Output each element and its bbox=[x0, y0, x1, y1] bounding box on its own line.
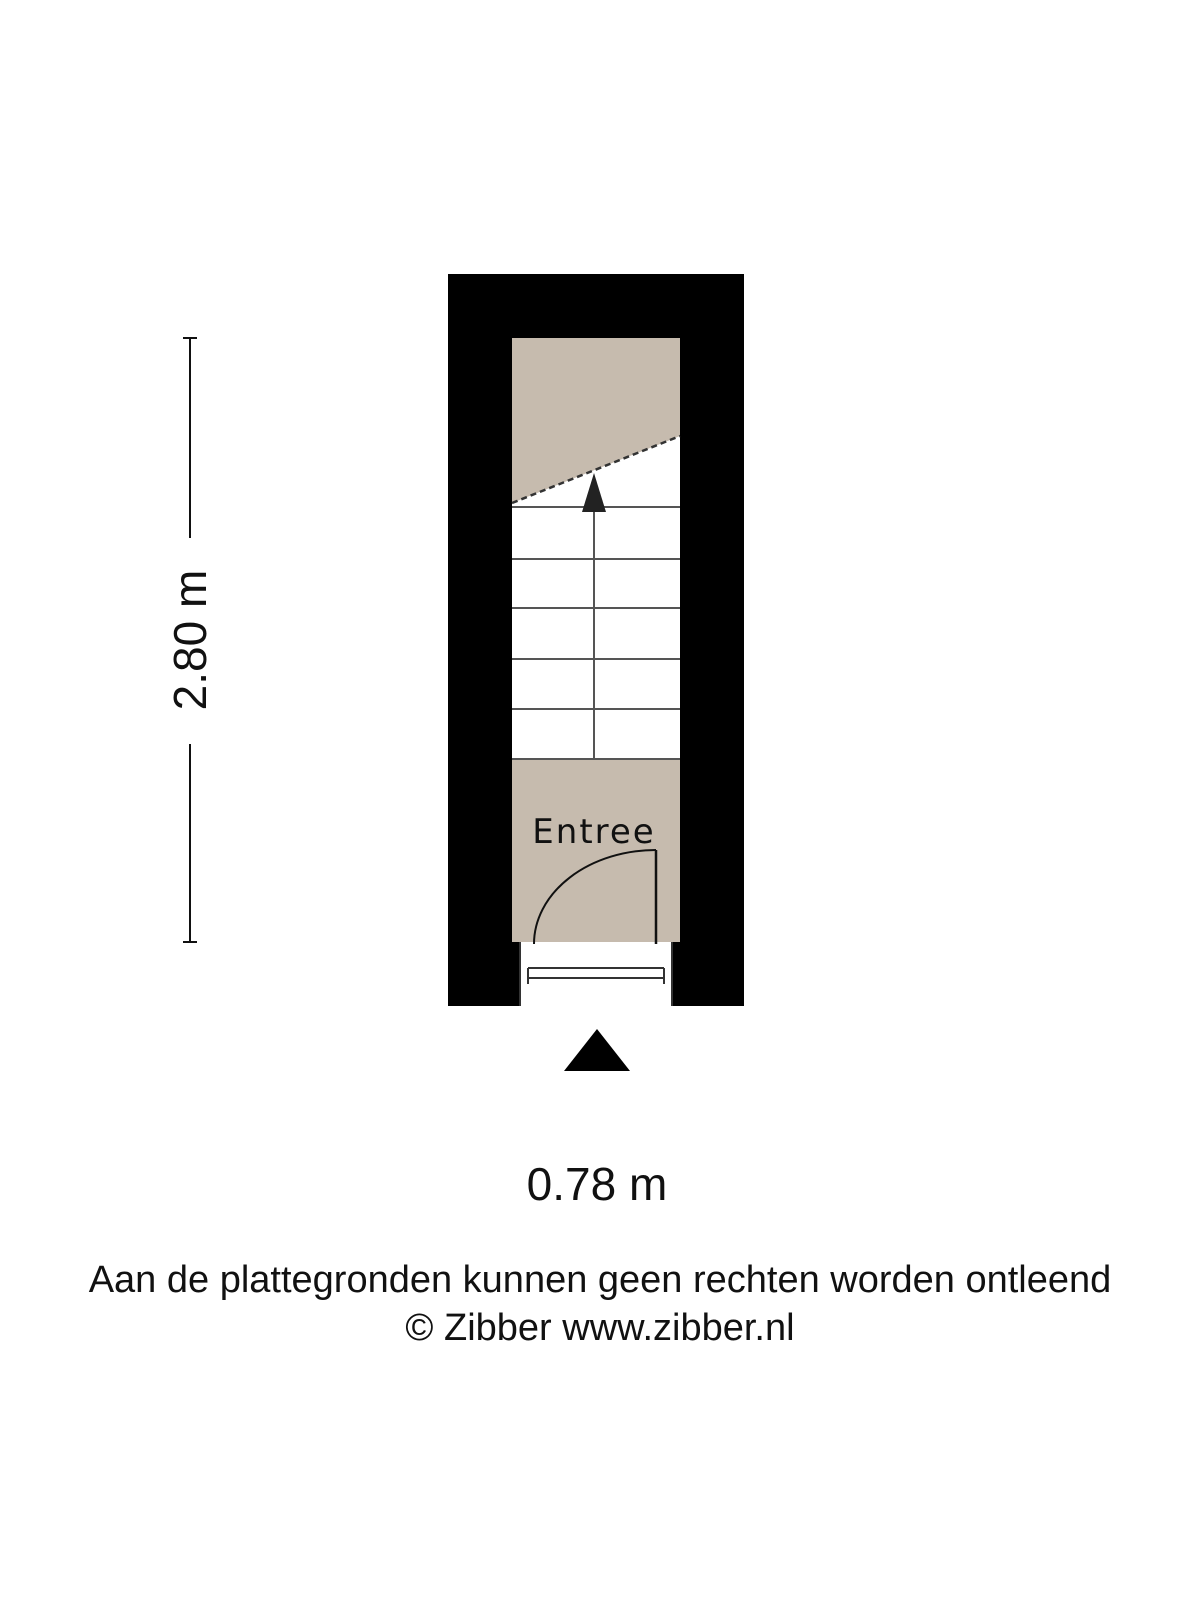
entrance-marker-icon bbox=[564, 1029, 630, 1071]
disclaimer-text: Aan de plattegronden kunnen geen rechten worden ontleend bbox=[88, 1259, 1112, 1301]
door-opening bbox=[520, 942, 672, 1006]
copyright-text: © Zibber www.zibber.nl bbox=[405, 1307, 795, 1349]
height-dimension-label: 2.80 m bbox=[164, 569, 216, 711]
width-dimension-label: 0.78 m bbox=[526, 1158, 668, 1210]
room-label-entree: Entree bbox=[532, 812, 656, 852]
